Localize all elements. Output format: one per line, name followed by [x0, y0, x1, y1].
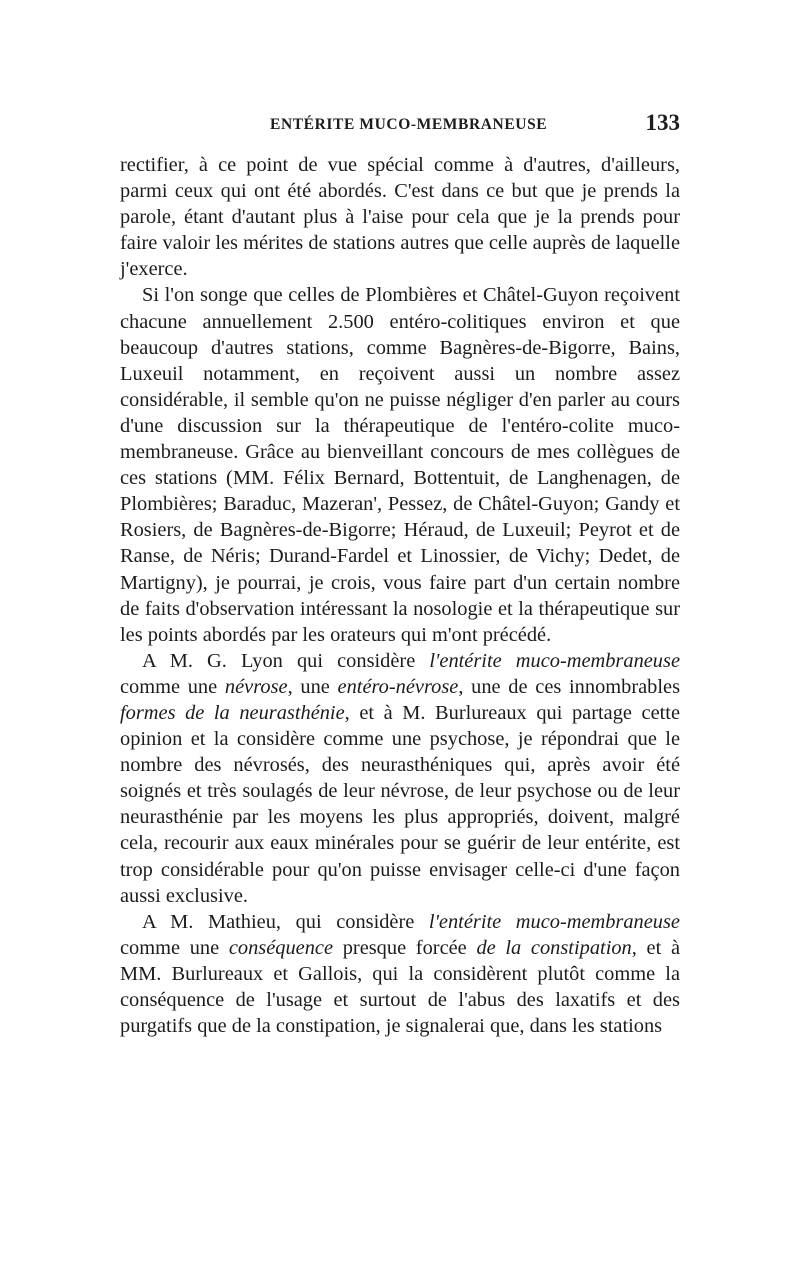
- paragraph: [120, 909, 680, 1039]
- italic-text: névrose: [224, 675, 288, 698]
- body-text: [120, 152, 680, 1039]
- text-run: A M. G. Lyon qui considère: [142, 649, 430, 672]
- italic-text: de la constipation: [476, 936, 632, 959]
- text-run: presque forcée: [333, 936, 477, 959]
- book-page: [120, 110, 680, 1039]
- paragraph: [120, 152, 680, 282]
- text-run: , et à M. Burlureaux qui partage cette opinion et la considère comme une psychose, je répondrai que le nombre des névrosés, des neurasthéniques qui, après avoir été soignés et très soulagés de leur névrose, de leur psychose ou de leur neurasthénie par les moyens les plus appropriés, doivent, malgré cela, recourir aux eaux minérales pour se guérir de leur entérite, est trop considérable pour qu'on puisse envisager celle-ci d'une façon aussi exclusive.: [120, 701, 680, 907]
- page-number: 133: [645, 110, 680, 135]
- italic-text: l'entérite muco-membraneuse: [428, 910, 680, 933]
- text-run: comme une: [120, 936, 229, 959]
- text-run: Si l'on songe que celles de Plombières et Châtel-Guyon reçoivent chacune annuellement 2.500 entéro-colitiques environ et que beaucoup d'autres stations, comme Bagnères-de-Bigorre, Bains, Luxeuil notamment, en reçoivent aussi un nombre assez considérable, il semble qu'on ne puisse négliger d'en parler au cours d'une discussion sur la thérapeutique de l'entéro-colite muco-membraneuse. Grâce au bienveillant concours de mes collègues de ces stations (MM. Félix Bernard, Bottentuit, de Langhenagen, de Plombières; Baraduc, Mazeran', Pessez, de Châtel-Guyon; Gandy et Rosiers, de Bagnères-de-Bigorre; Héraud, de Luxeuil; Peyrot et de Ranse, de Néris; Durand-Fardel et Linossier, de Vichy; Dedet, de Martigny), je pourrai, je crois, vous faire part d'un certain nombre de faits d'observation intéressant la nosologie et la thérapeutique sur les points abordés par les orateurs qui m'ont précédé.: [120, 284, 680, 646]
- italic-text: formes de la neurasthénie: [120, 701, 345, 724]
- text-run: , une: [287, 675, 338, 698]
- text-run: A M. Mathieu, qui considère: [142, 910, 429, 933]
- running-title: ENTÉRITE MUCO-MEMBRANEUSE: [270, 116, 548, 133]
- text-run: , et à MM. Burlureaux et Gallois, qui la considèrent plutôt comme la conséquence de l'usage et surtout de l'abus des laxatifs et des purgatifs que de la constipation, je signalerai que, dans les stations: [120, 936, 680, 1038]
- text-run: comme une: [120, 675, 225, 698]
- italic-text: entéro-névrose: [337, 675, 459, 698]
- paragraph: [120, 282, 680, 647]
- page-header: [120, 110, 680, 144]
- paragraph: [120, 648, 680, 909]
- text-run: rectifier, à ce point de vue spécial comme à d'autres, d'ailleurs, parmi ceux qui ont été abordés. C'est dans ce but que je prends la parole, étant d'autant plus à l'aise pour cela que je la prends pour faire valoir les mérites de stations autres que celle auprès de laquelle j'exerce.: [120, 154, 680, 281]
- italic-text: conséquence: [228, 936, 334, 959]
- text-run: , une de ces innombrables: [458, 675, 681, 698]
- italic-text: l'entérite muco-membraneuse: [429, 649, 680, 672]
